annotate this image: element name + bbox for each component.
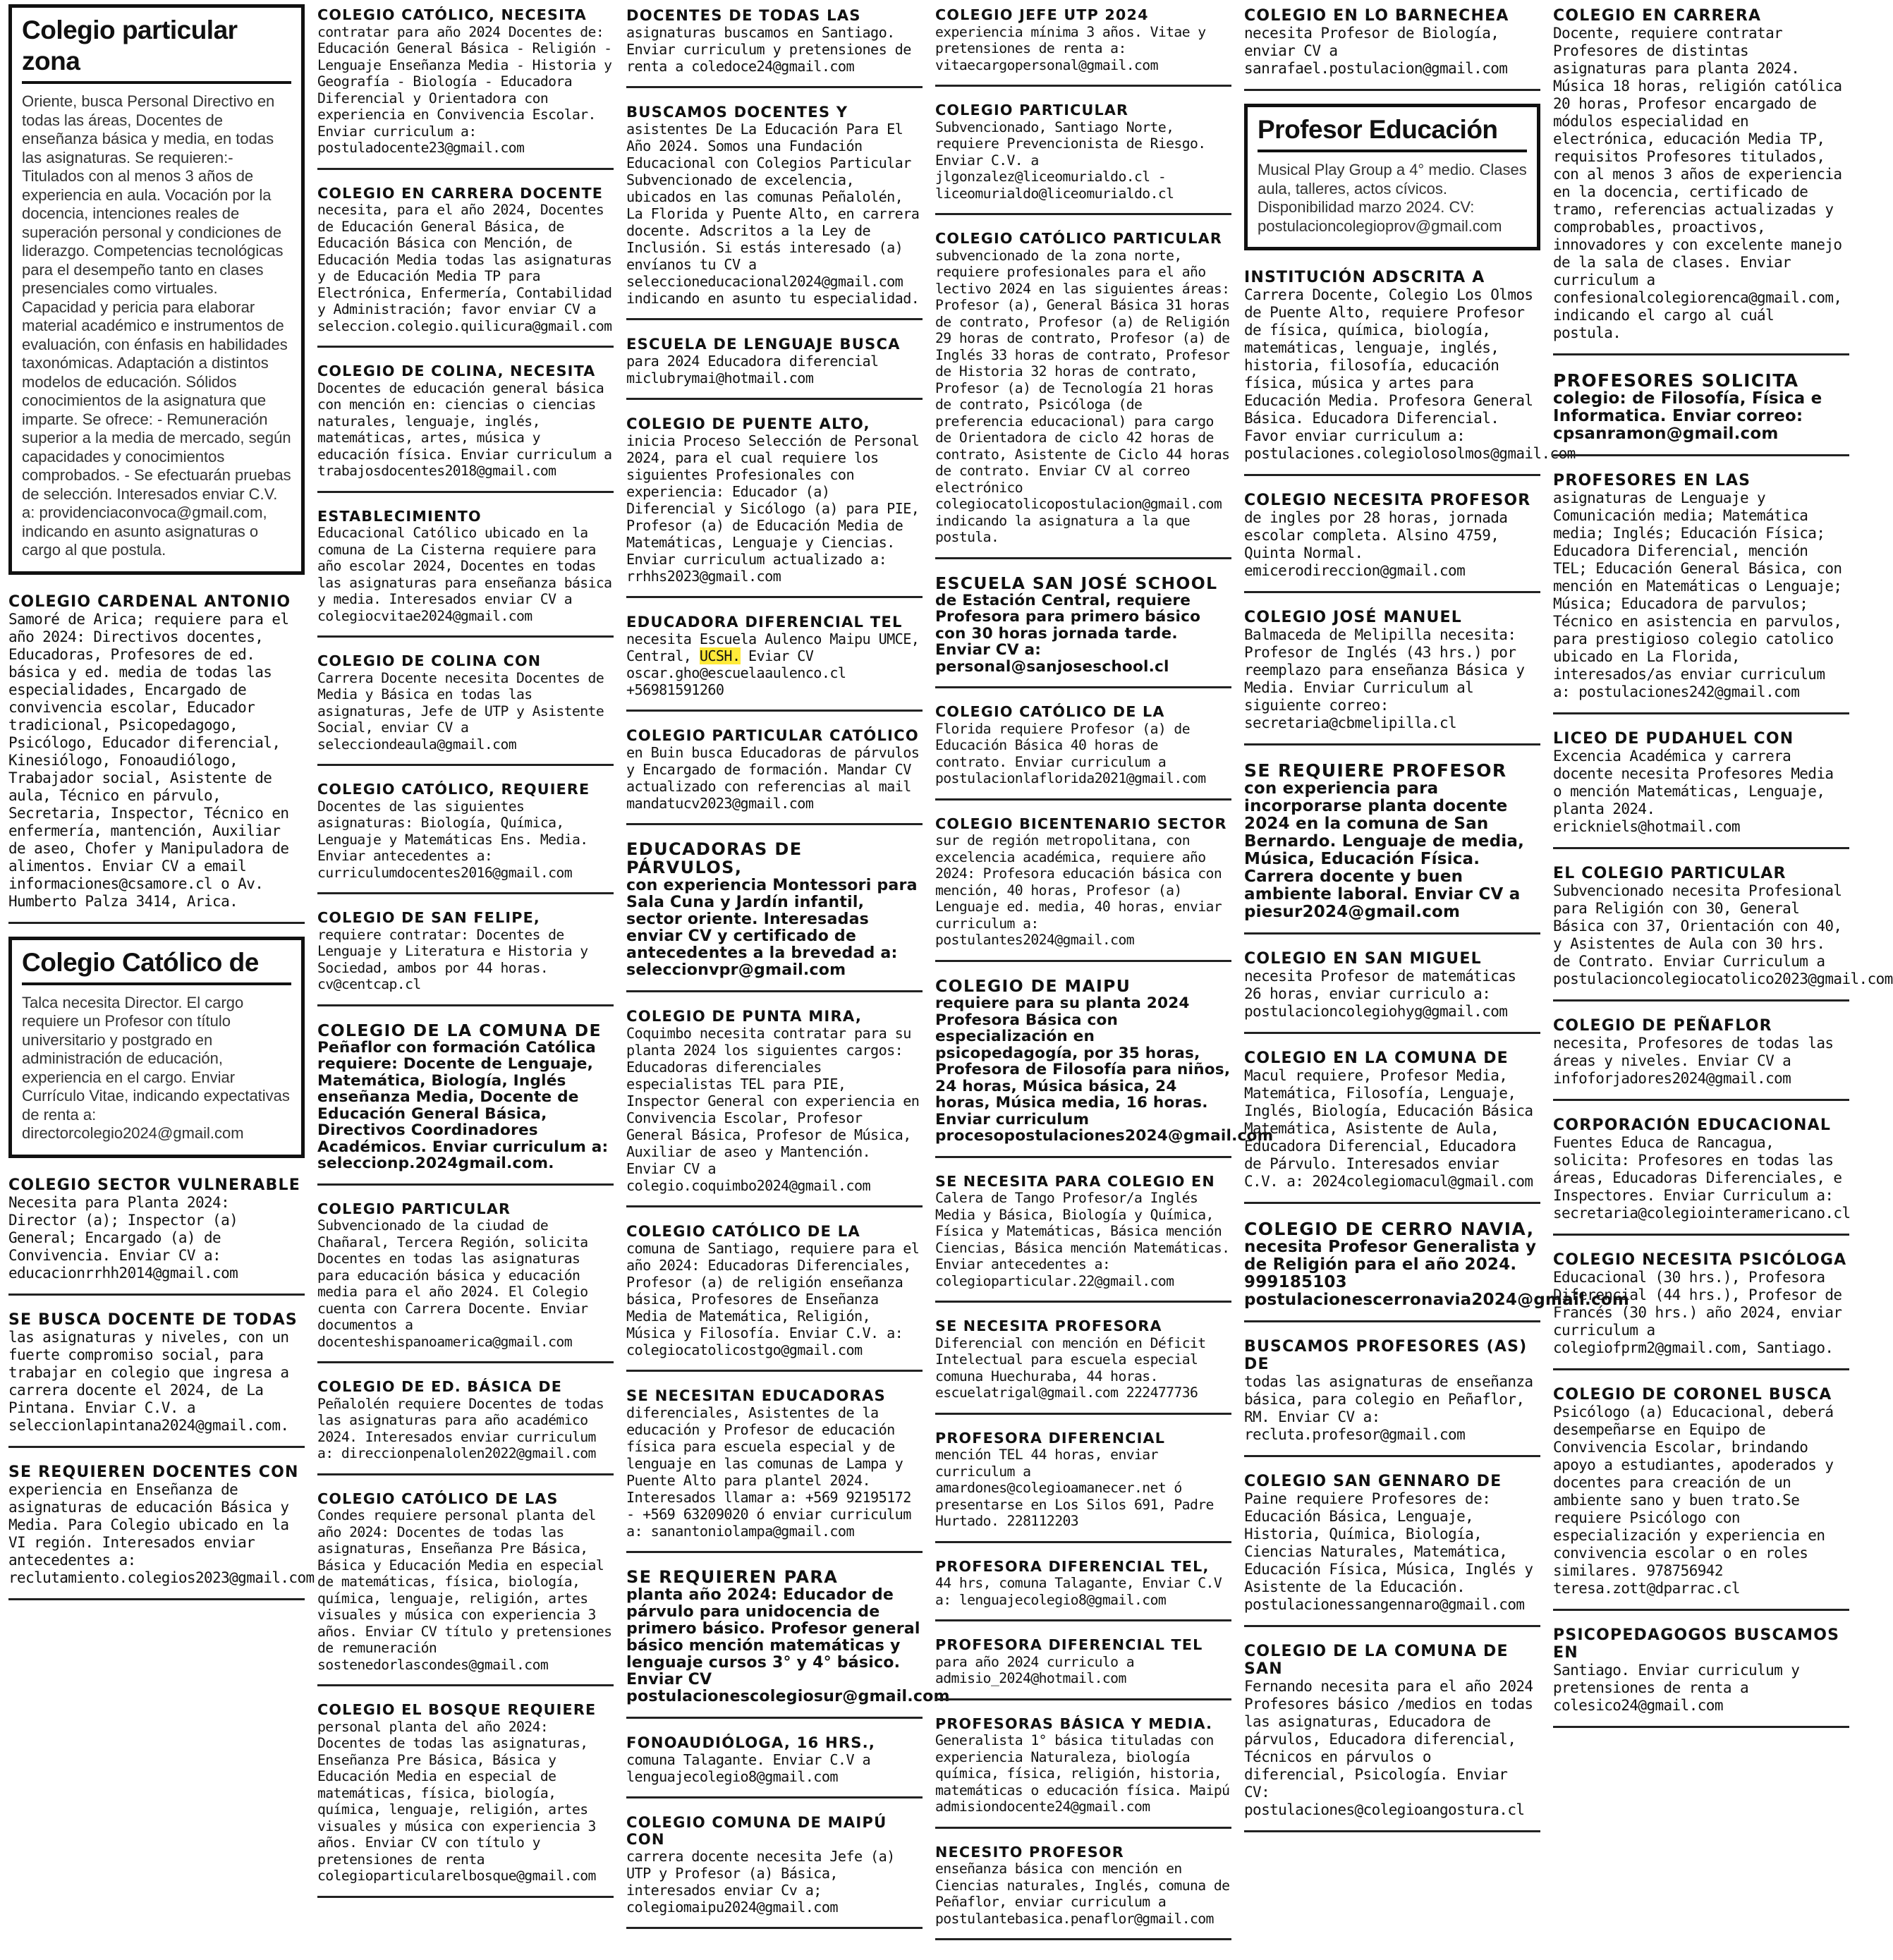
classified-ad bbox=[1244, 758, 1540, 935]
column-6 bbox=[1553, 4, 1893, 1741]
ad-text: experiencia en Enseñanza de asignaturas de educación Básica y Media. Para Colegio ubicado en la VI región. Interesados enviar antecedentes a: reclutamiento.colegios2023@gmail.com bbox=[8, 1480, 315, 1586]
ad-text: inicia Proceso Selección de Personal 2024, para el cual requiere los siguientes Profesionales con experiencia: Educador (a) Diferencial y Sicólogo (a) para PIE, Profesor (a) de Educación Media de Matemáticas, Lenguaje y Ciencias. Enviar curriculum actualizado a: rrhhs2023@gmail.com bbox=[626, 432, 920, 585]
ad-text: mención TEL 44 horas, enviar curriculum a amardones@colegioamanecer.net ó presentarse en Los Silos 691, Padre Hurtado. 228112203 bbox=[935, 1447, 1214, 1530]
ad-title: COLEGIO PARTICULAR bbox=[935, 102, 1129, 118]
ad-title: COLEGIO SECTOR VULNERABLE bbox=[8, 1176, 300, 1194]
classified-ad bbox=[1244, 266, 1576, 476]
ad-title: COLEGIO COMUNA DE MAIPÚ CON bbox=[626, 1813, 887, 1848]
ad-text: las asignaturas y niveles, con un fuerte compromiso social, para trabajar en colegio que ingresa a carrera docente el 2024, de La Pintana. Enviar C.V. a seleccionlapintana2024@gmail.com. bbox=[8, 1328, 289, 1434]
classified-ad bbox=[935, 1428, 1231, 1543]
classified-ad bbox=[317, 1198, 614, 1364]
column-4 bbox=[935, 4, 1274, 1953]
ad-text: asignaturas de Lenguaje y Comunicación media; Matemática media; Inglés; Educación Física; Educadora Diferencial, mención TEL; Educación General Básica, con mención en Matemáticas o Lenguaje; Música; Educadora de parvulos; Técnico en asistencia en parvulos, para prestigioso colegio catolico ubicado en La Florida, interesados/as enviar curriculum a: postulaciones242@gmail.com bbox=[1553, 489, 1842, 700]
classified-ad bbox=[626, 1005, 923, 1207]
ad-title: COLEGIO SAN GENNARO DE bbox=[1244, 1473, 1502, 1490]
classified-ad bbox=[626, 1566, 950, 1719]
ad-title: ESCUELA SAN JOSÉ SCHOOL bbox=[935, 573, 1218, 593]
highlighted-text: UCSH. bbox=[699, 647, 741, 664]
ad-text: necesita Profesor de Biología, enviar CV a sanrafael.postulacion@gmail.com bbox=[1244, 25, 1508, 77]
classified-ad bbox=[1553, 1624, 1849, 1728]
ad-title: SE NECESITAN EDUCADORAS bbox=[626, 1386, 886, 1404]
classified-ad bbox=[626, 1731, 923, 1798]
ad-title: COLEGIO DE ED. BÁSICA DE bbox=[317, 1378, 563, 1396]
ad-text: Florida requiere Profesor (a) de Educación Básica 40 horas de contrato. Enviar curriculum a postulacionlaflorida2021@gmail.com bbox=[935, 720, 1206, 787]
classified-ad bbox=[8, 590, 305, 924]
ad-title: COLEGIO EN CARRERA bbox=[1553, 7, 1762, 25]
classified-ad bbox=[8, 1174, 305, 1296]
ad-title: Profesor Educación bbox=[1258, 114, 1527, 152]
classified-ad bbox=[935, 1634, 1231, 1700]
classified-ad bbox=[626, 838, 923, 992]
ad-text: Subvencionado necesita Profesional para Religión con 30, General Básica con 37, Orientación con 40, y Asistentes de Aula con 30 hrs. de Contrato. Enviar Curriculum a postulacioncolegiocatolico2023@gmail.com bbox=[1553, 882, 1893, 987]
classified-ad bbox=[8, 1461, 315, 1600]
ad-text: sur de región metropolitana, con excelencia académica, requiere año 2024: Profesora educación básica con mención, 40 horas, Profesor (a) Lenguaje ed. media, 40 horas, enviar curriculum a: postulantes2024@gmail.com bbox=[935, 832, 1222, 949]
ad-text: requiere para su planta 2024 Profesora Básica con especialización en psicopedagogía, por 35 horas, Profesora de Filosofía para niños, 24 horas, Música básica, 24 horas, Música media, 16 horas. Enviar curriculum procesopostulaciones2024@gmail.com bbox=[935, 994, 1274, 1145]
ad-title: PROFESORA DIFERENCIAL TEL bbox=[935, 1636, 1203, 1654]
ad-title: SE NECESITA PARA COLEGIO EN bbox=[935, 1172, 1215, 1190]
classified-ad bbox=[1553, 862, 1893, 1002]
ad-title: COLEGIO CATÓLICO, REQUIERE bbox=[317, 781, 590, 798]
ad-text: Peñalolén requiere Docentes de todas las asignaturas para año académico 2024. Interesados enviar curriculum a: direccionpenalolen2022@gmail.com bbox=[317, 1395, 604, 1462]
ad-text bbox=[626, 631, 923, 698]
ad-title: COLEGIO NECESITA PSICÓLOGA bbox=[1553, 1251, 1847, 1269]
ad-title: SE BUSCA DOCENTE DE TODAS bbox=[8, 1310, 298, 1329]
ad-title: FONOAUDIÓLOGA, 16 HRS., bbox=[626, 1733, 876, 1751]
boxed-ad bbox=[8, 937, 305, 1158]
ad-title: COLEGIO DE CERRO NAVIA, bbox=[1244, 1219, 1535, 1239]
classified-ad bbox=[1244, 606, 1540, 745]
ad-text: Condes requiere personal planta del año 2024: Docentes de todas las asignaturas, Enseñanza Pre Básica, Básica y Educación Media en especial de matemáticas, física, biología, química, lenguaje, religión, artes visuales y música con experiencia 3 años. Enviar CV título y pretensiones de remuneración sostenedorlascondes@gmail.com bbox=[317, 1507, 612, 1673]
classified-ad bbox=[935, 701, 1231, 801]
ad-text: Educacional (30 hrs.), Profesora Diferencial (44 hrs.), Profesor de Francés (30 hrs.) año 2024, enviar curriculum a colegiofprm2@gmail.com, Santiago. bbox=[1553, 1269, 1842, 1356]
ad-title: COLEGIO DE COLINA CON bbox=[317, 652, 542, 669]
column-3 bbox=[626, 4, 950, 1942]
classified-ad bbox=[935, 4, 1231, 87]
boxed-ad bbox=[8, 4, 305, 575]
classified-ad bbox=[317, 4, 614, 170]
ad-text: en Buin busca Educadoras de párvulos y Encargado de formación. Mandar CV actualizado con referencias al mail mandatucv2023@gmail.com bbox=[626, 744, 920, 812]
classified-ad bbox=[626, 1811, 923, 1929]
classified-ad bbox=[1244, 1335, 1540, 1457]
ad-title: Colegio Católico de bbox=[22, 947, 291, 985]
ad-text: con experiencia para incorporarse planta docente 2024 en la comuna de San Bernardo. Lenguaje de media, Música, Educación Física. Carrera docente y buen ambiente laboral. Enviar CV a piesur2024@gmail.com bbox=[1244, 779, 1525, 921]
ad-title: EDUCADORAS DE PÁRVULOS, bbox=[626, 839, 803, 877]
classified-ad bbox=[935, 1556, 1231, 1622]
ad-text: requiere contratar: Docentes de Lenguaje y Literatura e Historia y Sociedad, ambos por 44 horas. cv@centcap.cl bbox=[317, 926, 588, 992]
classified-ad bbox=[626, 1220, 923, 1372]
ad-title: COLEGIO CATÓLICO, NECESITA bbox=[317, 6, 587, 23]
ad-text: Santiago. Enviar curriculum y pretensiones de renta a colesico24@gmail.com bbox=[1553, 1662, 1800, 1714]
ad-title: PSICOPEDAGOGOS BUSCAMOS EN bbox=[1553, 1626, 1840, 1662]
ad-text: carrera docente necesita Jefe (a) UTP y Profesor (a) Básica, interesados enviar Cv a; colegiomaipu2024@gmail.com bbox=[626, 1847, 895, 1916]
ad-text: 44 hrs, comuna Talagante, Enviar C.V a: lenguajecolegio8@gmail.com bbox=[935, 1575, 1222, 1608]
classified-ad bbox=[1553, 368, 1849, 456]
ad-text: de ingles por 28 horas, jornada escolar completa. Alsino 4759, Quinta Normal. emicerodireccion@gmail.com bbox=[1244, 509, 1508, 579]
classified-ad bbox=[626, 1384, 923, 1553]
ad-text: experiencia mínima 3 años. Vitae y pretensiones de renta a: vitaecargopersonal@gmail.com bbox=[935, 23, 1206, 73]
ad-text: Necesita para Planta 2024: Director (a); Inspector (a) General; Encargado (a) de Convivencia. Enviar CV a: educacionrrhh2014@gmail.com bbox=[8, 1193, 238, 1282]
classified-ad bbox=[1244, 1217, 1629, 1322]
classified-ad bbox=[317, 1019, 614, 1186]
ad-text: Samoré de Arica; requiere para el año 2024: Directivos docentes, Educadoras, Profesores de ed. básica y ed. media de todas las especialidades, Encargado de convivencia escolar, Educador tradicional, Psicopedagogo, Psicólogo, Educador diferencial, Kinesiólogo, Fonoaudiólogo, Trabajador social, Asistente de aula, Técnico en párvulo, Secretaria, Inspector, Técnico en enfermería, mantención, Auxiliar de aseo, Chofer y Manipuladora de alimentos. Enviar CV a email informaciones@csamore.cl o Av. Humberto Palza 3414, Arica. bbox=[8, 610, 289, 910]
classified-ad bbox=[317, 1488, 614, 1687]
classified-ad bbox=[1553, 1383, 1849, 1611]
classified-ad bbox=[1553, 1114, 1849, 1236]
classified-ad bbox=[317, 650, 614, 766]
classified-ad bbox=[1244, 1047, 1540, 1204]
ad-title: COLEGIO DE LA COMUNA DE bbox=[317, 1020, 602, 1040]
ad-text: para 2024 Educadora diferencial miclubrymai@hotmail.com bbox=[626, 353, 879, 386]
ad-title: COLEGIO DE SAN FELIPE, bbox=[317, 909, 540, 926]
classified-ad bbox=[935, 975, 1274, 1158]
ad-text: para año 2024 curriculo a admisio_2024@hotmail.com bbox=[935, 1653, 1135, 1687]
classified-ad bbox=[935, 228, 1231, 559]
ad-text: Paine requiere Profesores de: Educación Básica, Lenguaje, Historia, Química, Biología, Ciencias Naturales, Matemática, Educación Física, Música, Inglés y Asistente de la Educación. postulacionessangennaro@gmail.com bbox=[1244, 1490, 1533, 1613]
ad-title: COLEGIO DE PEÑAFLOR bbox=[1553, 1017, 1772, 1035]
column-1 bbox=[8, 4, 315, 1613]
ad-title: DOCENTES DE TODAS LAS bbox=[626, 6, 861, 24]
classified-ad bbox=[1244, 489, 1540, 593]
classified-ad bbox=[626, 724, 923, 825]
ad-title: COLEGIO JEFE UTP 2024 bbox=[935, 6, 1149, 23]
ad-title: SE REQUIEREN DOCENTES CON bbox=[8, 1463, 299, 1481]
ad-text: Calera de Tango Profesor/a Inglés Media y Básica, Biología y Química, Física y Matemáticas, Básica mención Ciencias, Básica mención Matemáticas. Enviar antecedentes a: colegioparticular.22@gmail.com bbox=[935, 1190, 1230, 1289]
classified-ad bbox=[626, 611, 923, 712]
ad-title: COLEGIO CATÓLICO DE LA bbox=[935, 703, 1165, 721]
ad-title: Colegio particular zona bbox=[22, 15, 291, 84]
ad-text-part: necesita Escuela Aulenco Maipu UMCE, Central, bbox=[626, 631, 920, 664]
ad-title: BUSCAMOS DOCENTES Y bbox=[626, 103, 848, 121]
classified-ad bbox=[1244, 947, 1540, 1034]
column-5 bbox=[1244, 4, 1629, 1845]
ad-title: COLEGIO DE PUNTA MIRA, bbox=[626, 1006, 863, 1025]
ad-title: INSTITUCIÓN ADSCRITA A bbox=[1244, 269, 1485, 286]
classified-ad bbox=[1553, 4, 1849, 355]
classified-ad bbox=[317, 183, 614, 348]
ad-title: PROFESORAS BÁSICA Y MEDIA. bbox=[935, 1715, 1213, 1732]
ad-text: de Estación Central, requiere Profesora para primero básico con 30 horas jornada tarde. Enviar CV a: personal@sanjoseschool.cl bbox=[935, 591, 1201, 676]
ad-text: Excencia Académica y carrera docente necesita Profesores Media o mención Matemáticas, Lenguaje, planta 2024. erickniels@hotmail.com bbox=[1553, 748, 1834, 835]
ad-text: Carrera Docente necesita Docentes de Media y Básica en todas las asignaturas, Jefe de UTP y Asistente Social, enviar CV a selecciondeaula@gmail.com bbox=[317, 669, 604, 753]
ad-title: CORPORACIÓN EDUCACIONAL bbox=[1553, 1116, 1832, 1134]
ad-text: asistentes De La Educación Para El Año 2024. Somos una Fundación Educacional con Colegios Particular Subvencionado de excelencia, ubicados en las comunas Peñalolén, La Florida y Puente Alto, en carrera docente. Adscritos a la Ley de Inclusión. Si estás interesado (a) envíanos tu CV a seleccioneducacional2024@gmail.com indicando en asunto tu especialidad. bbox=[626, 121, 920, 307]
classified-ad bbox=[317, 907, 614, 1006]
classified-ad bbox=[626, 101, 923, 320]
ad-title: COLEGIO EN LO BARNECHEA bbox=[1244, 7, 1509, 25]
ad-title: PROFESORES EN LAS bbox=[1553, 472, 1751, 489]
ad-text: Carrera Docente, Colegio Los Olmos de Puente Alto, requiere Profesor de física, química, biología, matemáticas, lenguaje, inglés, historia, filosofía, educación física, música y artes para Educación Media. Profesora General Básica. Educadora Diferencial. Favor enviar curriculum a: postulaciones.colegiolosolmos@gmail.com bbox=[1244, 286, 1576, 462]
classified-ad bbox=[935, 1315, 1231, 1415]
ad-title: ESTABLECIMIENTO bbox=[317, 507, 482, 525]
classified-ad bbox=[1553, 1248, 1849, 1370]
ad-text: subvencionado de la zona norte, requiere profesionales para el año lectivo 2024 en las siguientes áreas: Profesor (a), General Básica 31 horas de contrato, Profesor (a) de Religión 29 horas de contrato, Profesor (a) de Inglés 33 horas de contrato, Profesor de Historia 32 horas de contrato, Profesor (a) de Tecnología 21 horas de contrato, Psicóloga (de preferencia educacional) para cargo de Orientadora de ciclo 42 horas de contrato, Asistente de Ciclo 44 horas de contrato. Enviar CV al correo electrónico colegiocatolicopostulacion@gmail.com indicando la asignatura a la que postula. bbox=[935, 247, 1230, 545]
ad-title: PROFESORA DIFERENCIAL TEL, bbox=[935, 1557, 1210, 1575]
ad-text: necesita, Profesores de todas las áreas y niveles. Enviar CV a infoforjadores2024@gmail.com bbox=[1553, 1035, 1834, 1087]
ad-title: EL COLEGIO PARTICULAR bbox=[1553, 865, 1787, 882]
ad-title: COLEGIO DE LA COMUNA DE SAN bbox=[1244, 1643, 1509, 1678]
ad-text: con experiencia Montessori para Sala Cuna y Jardín infantil, sector oriente. Interesadas enviar CV y certificado de antecedentes a la brevedad a: seleccionvpr@gmail.com bbox=[626, 876, 918, 979]
classified-ad bbox=[935, 572, 1231, 689]
ad-text: Musical Play Group a 4° medio. Clases aula, talleres, actos cívicos. Disponibilidad marzo 2024. CV: postulacioncolegioprov@gmail.com bbox=[1258, 161, 1527, 235]
ad-text: Talca necesita Director. El cargo requiere un Profesor con título universitario y postgrado en administración de educación, experiencia en el cargo. Enviar Currículo Vitae, indicando expectativas de renta a: directorcolegio2024@gmail.com bbox=[22, 993, 290, 1142]
ad-title: NECESITO PROFESOR bbox=[935, 1843, 1124, 1861]
ad-text: comuna Talagante. Enviar C.V a lenguajecolegio8@gmail.com bbox=[626, 1751, 871, 1785]
ad-text: comuna de Santiago, requiere para el año 2024: Educadoras Diferenciales, Profesor (a) de religión enseñanza básica, Profesores de Enseñanza Media de Matemática, Religión, Música y Filosofía. Enviar C.V. a: colegiocatolicostgo@gmail.com bbox=[626, 1239, 920, 1358]
ad-text: Docente, requiere contratar Profesores de distintas asignaturas para planta 2024. Música 18 horas, religión católica 20 horas, Profesor encargado de módulos especialidad en electrónica, educación Media TP, requisitos Profesores titulados, con al menos 3 años de experiencia en la docencia, certificado de tramo, referencias actualizadas y comprobables, proactivos, innovadores y con excelente manejo de la sala de clases. Enviar curriculum a confesionalcolegiorenca@gmail.com, indicando el cargo al cuál postula. bbox=[1553, 25, 1842, 341]
classified-ad bbox=[317, 360, 614, 493]
classified-ad bbox=[626, 333, 923, 400]
ad-title: COLEGIO CATÓLICO DE LAS bbox=[317, 1490, 559, 1507]
classified-ad bbox=[935, 813, 1231, 962]
ad-text: personal planta del año 2024: Docentes de todas las asignaturas, Enseñanza Pre Básica, Básica y Educación Media en especial de matemáticas, física, biología, química, lenguaje, religión, artes visuales y música con experiencia 3 años. Enviar CV con título y pretensiones de renta colegioparticularelbosque@gmail.com bbox=[317, 1718, 596, 1885]
classified-ad bbox=[935, 1171, 1231, 1303]
classified-ad bbox=[317, 1699, 614, 1898]
ad-title: COLEGIO PARTICULAR CATÓLICO bbox=[626, 726, 919, 744]
ad-title: COLEGIO DE PUENTE ALTO, bbox=[626, 415, 870, 432]
ad-text: Subvencionado de la ciudad de Chañaral, Tercera Región, solicita Docentes en todas las asignaturas para educación básica y educación media para el año 2024. El Colegio cuenta con Carrera Docente. Enviar documentos a docenteshispanoamerica@gmail.com bbox=[317, 1217, 588, 1350]
ad-text: Subvencionado, Santiago Norte, requiere Prevencionista de Riesgo. Enviar C.V. a jlgonzalez@liceomurialdo.cl - liceomurialdo@liceomurialdo.cl bbox=[935, 118, 1206, 202]
ad-title: COLEGIO CATÓLICO PARTICULAR bbox=[935, 230, 1222, 247]
ad-title: COLEGIO DE COLINA, NECESITA bbox=[317, 363, 596, 379]
ad-text: enseñanza básica con mención en Ciencias naturales, Inglés, comuna de Peñaflor, enviar curriculum a postulantebasica.penaflor@gmail.com bbox=[935, 1861, 1230, 1927]
boxed-ad bbox=[1244, 104, 1540, 250]
ad-title: EDUCADORA DIFERENCIAL TEL bbox=[626, 613, 903, 631]
ad-title: COLEGIO BICENTENARIO SECTOR bbox=[935, 815, 1227, 832]
ad-text: contratar para año 2024 Docentes de: Educación General Básica - Religión - Lenguaje Enseñanza Media - Historia y Geografía - Biología - Educadora Diferencial y Orientadora con experiencia en Convivencia Escolar. Enviar curriculum a: postuladocente23@gmail.com bbox=[317, 23, 612, 156]
ad-title: LICEO DE PUDAHUEL CON bbox=[1553, 730, 1794, 748]
ad-title: COLEGIO NECESITA PROFESOR bbox=[1244, 492, 1531, 509]
classified-ad bbox=[626, 4, 923, 88]
ad-text: planta año 2024: Educador de párvulo para unidocencia de primero básico. Profesor general básico mención matemáticas y lenguaje cursos 3° y 4° básico. Enviar CV postulacionescolegiosur@gmail.com bbox=[626, 1585, 950, 1705]
ad-title: COLEGIO EN SAN MIGUEL bbox=[1244, 950, 1482, 968]
classified-ad bbox=[935, 1713, 1231, 1829]
ad-title: COLEGIO CATÓLICO DE LA bbox=[626, 1222, 860, 1240]
ad-text: Coquimbo necesita contratar para su planta 2024 los siguientes cargos: Educadoras diferenciales especialistas TEL para PIE, Inspector General con experiencia en Convivencia Escolar, Profesor General Básica, Profesor de Música, Auxiliar de aseo y Mantención. Enviar CV a colegio.coquimbo2024@gmail.com bbox=[626, 1024, 920, 1194]
ad-text: necesita Profesor Generalista y de Religión para el año 2024. 999185103 postulacionescerronavia2024@gmail.com bbox=[1244, 1238, 1629, 1309]
ad-title: SE REQUIERE PROFESOR bbox=[1244, 760, 1507, 781]
ad-text: Macul requiere, Profesor Media, Matemática, Filosofía, Lenguaje, Inglés, Biología, Educación Básica Matemática, Asistente de Aula, Educadora Diferencial, Educadora de Párvulo. Interesados enviar C.V. a: 2024colegiomacul@gmail.com bbox=[1244, 1067, 1533, 1190]
ad-title: COLEGIO EN LA COMUNA DE bbox=[1244, 1049, 1509, 1067]
ad-text: Fernando necesita para el año 2024 Profesores básico /medios en todas las asignaturas, Educadora de párvulos, Educadora diferencial, Técnicos en párvulos o diferencial, Psicología. Enviar CV: postulaciones@colegioangostura.cl bbox=[1244, 1678, 1533, 1818]
ad-title: COLEGIO JOSÉ MANUEL bbox=[1244, 609, 1462, 626]
ad-title: COLEGIO DE CORONEL BUSCA bbox=[1553, 1386, 1832, 1404]
ad-title: COLEGIO EL BOSQUE REQUIERE bbox=[317, 1701, 597, 1719]
ad-title: COLEGIO PARTICULAR bbox=[317, 1200, 511, 1217]
ad-text: necesita, para el año 2024, Docentes de Educación General Básica, de Educación Básica con Mención, de Educación Media todas las asignaturas y de Educación Media TP para Electrónica, Enfermería, Contabilidad y Administración; favor enviar CV a seleccion.colegio.quilicura@gmail.com bbox=[317, 202, 612, 334]
ad-title: COLEGIO EN CARRERA DOCENTE bbox=[317, 184, 604, 202]
ad-text-part: Eviar CV oscar.gho@escuelaaulenco.cl +56981591260 bbox=[626, 647, 846, 698]
ad-title: COLEGIO DE MAIPU bbox=[935, 975, 1131, 996]
ad-text: diferenciales, Asistentes de la educación y Profesor de educación física para escuela especial y de lenguaje en las comunas de Lampa y Puente Alto para plantel 2024. Interesados llamar a: +569 92195172 - +569 63209020 ó enviar curriculum a: sanantoniolampa@gmail.com bbox=[626, 1404, 911, 1540]
ad-text: Peñaflor con formación Católica requiere: Docente de Lenguaje, Matemática, Biología, Inglés enseñanza Media, Docente de Educación General Básica, Directivos Coordinadores Académicos. Enviar curriculum a: seleccionp.2024gmail.com. bbox=[317, 1038, 609, 1173]
ad-text: Diferencial con mención en Déficit Intelectual para escuela especial comuna Huechuraba, 44 horas. escuelatrigal@gmail.com 222477736 bbox=[935, 1334, 1206, 1401]
classified-ad bbox=[1553, 1014, 1849, 1101]
ad-title: COLEGIO CARDENAL ANTONIO bbox=[8, 592, 291, 611]
classified-ad bbox=[935, 99, 1231, 215]
ad-title: BUSCAMOS PROFESORES (AS) DE bbox=[1244, 1338, 1528, 1373]
ad-title: ESCUELA DE LENGUAJE BUSCA bbox=[626, 335, 901, 353]
ad-text: necesita Profesor de matemáticas 26 horas, enviar curriculo a: postulacioncolegiohyg@gmail.com bbox=[1244, 968, 1516, 1020]
classified-ad bbox=[317, 1376, 614, 1475]
ad-text: Fuentes Educa de Rancagua, solicita: Profesores en todas las áreas, Educadoras Diferenciales, e Inspectores. Enviar Curriculum a: secretaria@colegiointeramericano.cl bbox=[1553, 1134, 1851, 1222]
classified-ad bbox=[317, 506, 614, 638]
classified-ad bbox=[935, 1842, 1231, 1941]
ad-text: todas las asignaturas de enseñanza básica, para colegio en Peñaflor, RM. Enviar CV a: recluta.profesor@gmail.com bbox=[1244, 1373, 1533, 1443]
ad-text: Docentes de las siguientes asignaturas: Biología, Química, Lenguaje y Matemáticas Ens. Media. Enviar antecedentes a: curriculumdocentes2016@gmail.com bbox=[317, 798, 588, 881]
ad-title: PROFESORA DIFERENCIAL bbox=[935, 1429, 1166, 1447]
classified-ad bbox=[1244, 4, 1540, 91]
classified-ad bbox=[317, 779, 614, 894]
classified-ad bbox=[8, 1308, 305, 1448]
column-2 bbox=[317, 4, 614, 1911]
classified-ad bbox=[1553, 727, 1849, 849]
ad-text: colegio: de Filosofía, Física e Informatica. Enviar correo: cpsanramon@gmail.com bbox=[1553, 389, 1822, 443]
ad-text: asignaturas buscamos en Santiago. Enviar curriculum y pretensiones de renta a coledoce24@gmail.com bbox=[626, 24, 911, 75]
ad-text: Balmaceda de Melipilla necesita: Profesor de Inglés (43 hrs.) por reemplazo para enseñanza Básica y Media. Enviar Curriculum al siguiente correo: secretaria@cbmelipilla.cl bbox=[1244, 626, 1525, 731]
ad-text: Docentes de educación general básica con mención en: ciencias o ciencias naturales, lenguaje, inglés, matemáticas, artes, música y educación física. Enviar curriculum a trabajosdocentes2018@gmail.com bbox=[317, 379, 612, 479]
ad-text: Educacional Católico ubicado en la comuna de La Cisterna requiere para año escolar 2024, Docentes en todas las asignaturas para enseñanza básica y media. Interesados enviar CV a colegiocvitae2024@gmail.com bbox=[317, 525, 612, 624]
ad-text: Oriente, busca Personal Directivo en todas las áreas, Docentes de enseñanza básica y media, en todas las asignaturas. Se requieren:- Titulados con al menos 3 años de experiencia en aula. Vocación por la docencia, intenciones reales de superación personal y condiciones de liderazgo. Competencias tecnológicas para el desempeño tanto en clases presenciales como virtuales. Capacidad y pericia para elaborar material académico e instrumentos de evaluación, con énfasis en habilidades taxonómicas. Adaptación a distintos modelos de educación. Sólidos conocimientos de la asignatura que imparte. Se ofrece: - Remuneración superior a la media de mercado, según capacidades y conocimientos comprobados. - Se efectuarán pruebas de selección. Interesados enviar C.V. a: providenciaconvoca@gmail.com, indicando en asunto asignaturas o cargo al que postula. bbox=[22, 92, 291, 559]
classified-ad bbox=[1244, 1640, 1540, 1832]
classified-ad bbox=[1553, 469, 1849, 714]
classified-ad bbox=[1244, 1470, 1540, 1627]
classified-ad bbox=[626, 413, 923, 598]
ad-title: SE NECESITA PROFESORA bbox=[935, 1317, 1162, 1335]
ad-text: Psicólogo (a) Educacional, deberá desempeñarse en Equipo de Convivencia Escolar, brindando apoyo a estudiantes, apoderados y docentes para creación de un ambiente sano y buen trato.Se requiere Psicólogo con especialización y experiencia en convivencia escolar o en roles similares. 978756942 teresa.zott@dparrac.cl bbox=[1553, 1404, 1834, 1597]
ad-title: SE REQUIEREN PARA bbox=[626, 1566, 839, 1587]
ad-text: Generalista 1° básica tituladas con experiencia Naturaleza, biología química, física, religión, historia, matemáticas o educación física. Maipú admisiondocente24@gmail.com bbox=[935, 1732, 1230, 1815]
ad-title: PROFESORES SOLICITA bbox=[1553, 370, 1799, 391]
